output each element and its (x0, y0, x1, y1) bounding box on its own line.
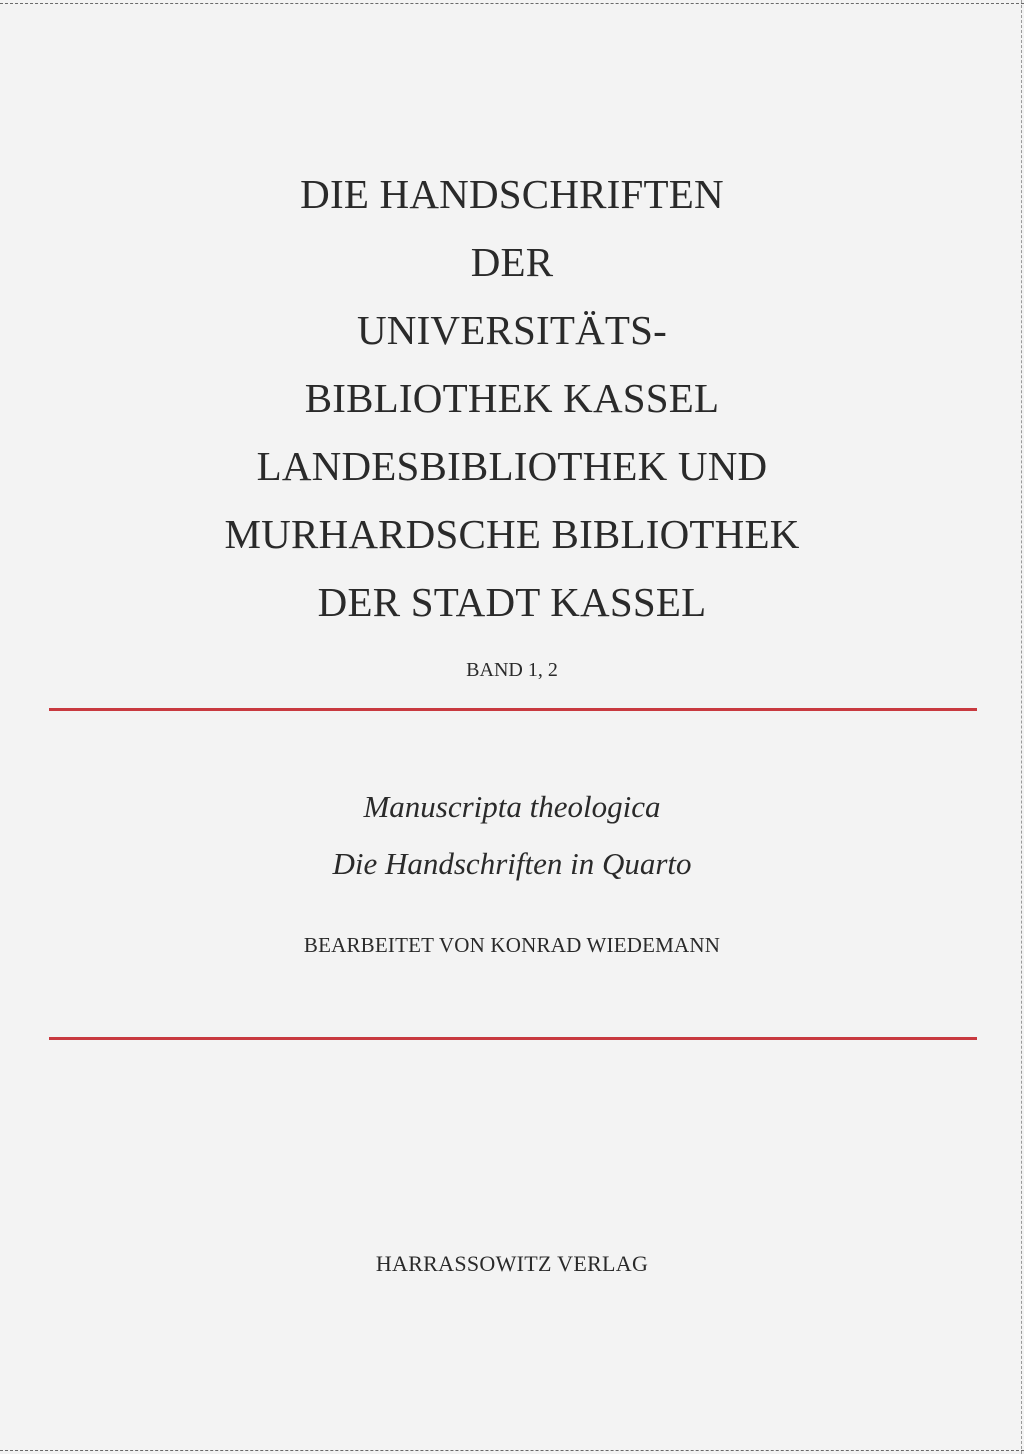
red-divider-bottom (49, 1037, 977, 1040)
crop-mark-bottom (0, 1450, 1024, 1451)
title-line: DER STADT KASSEL (317, 579, 707, 625)
subtitle-line: Die Handschriften in Quarto (332, 846, 692, 881)
title-line: UNIVERSITÄTS- (356, 307, 668, 353)
subtitle (0, 778, 1024, 892)
crop-mark-top (0, 3, 1024, 4)
title-line: LANDESBIBLIOTHEK UND (256, 443, 768, 489)
title-line: BIBLIOTHEK KASSEL (304, 375, 720, 421)
publisher-name: HARRASSOWITZ VERLAG (375, 1251, 649, 1276)
subtitle-line: Manuscripta theologica (363, 789, 661, 824)
main-title (0, 160, 1024, 636)
title-line: DER (470, 239, 554, 285)
red-divider-top (49, 708, 977, 711)
editor-credit: BEARBEITET VON KONRAD WIEDEMANN (303, 933, 721, 957)
title-line: MURHARDSCHE BIBLIOTHEK (224, 511, 800, 557)
title-line: DIE HANDSCHRIFTEN (300, 171, 724, 217)
volume-number: BAND 1, 2 (466, 659, 558, 681)
